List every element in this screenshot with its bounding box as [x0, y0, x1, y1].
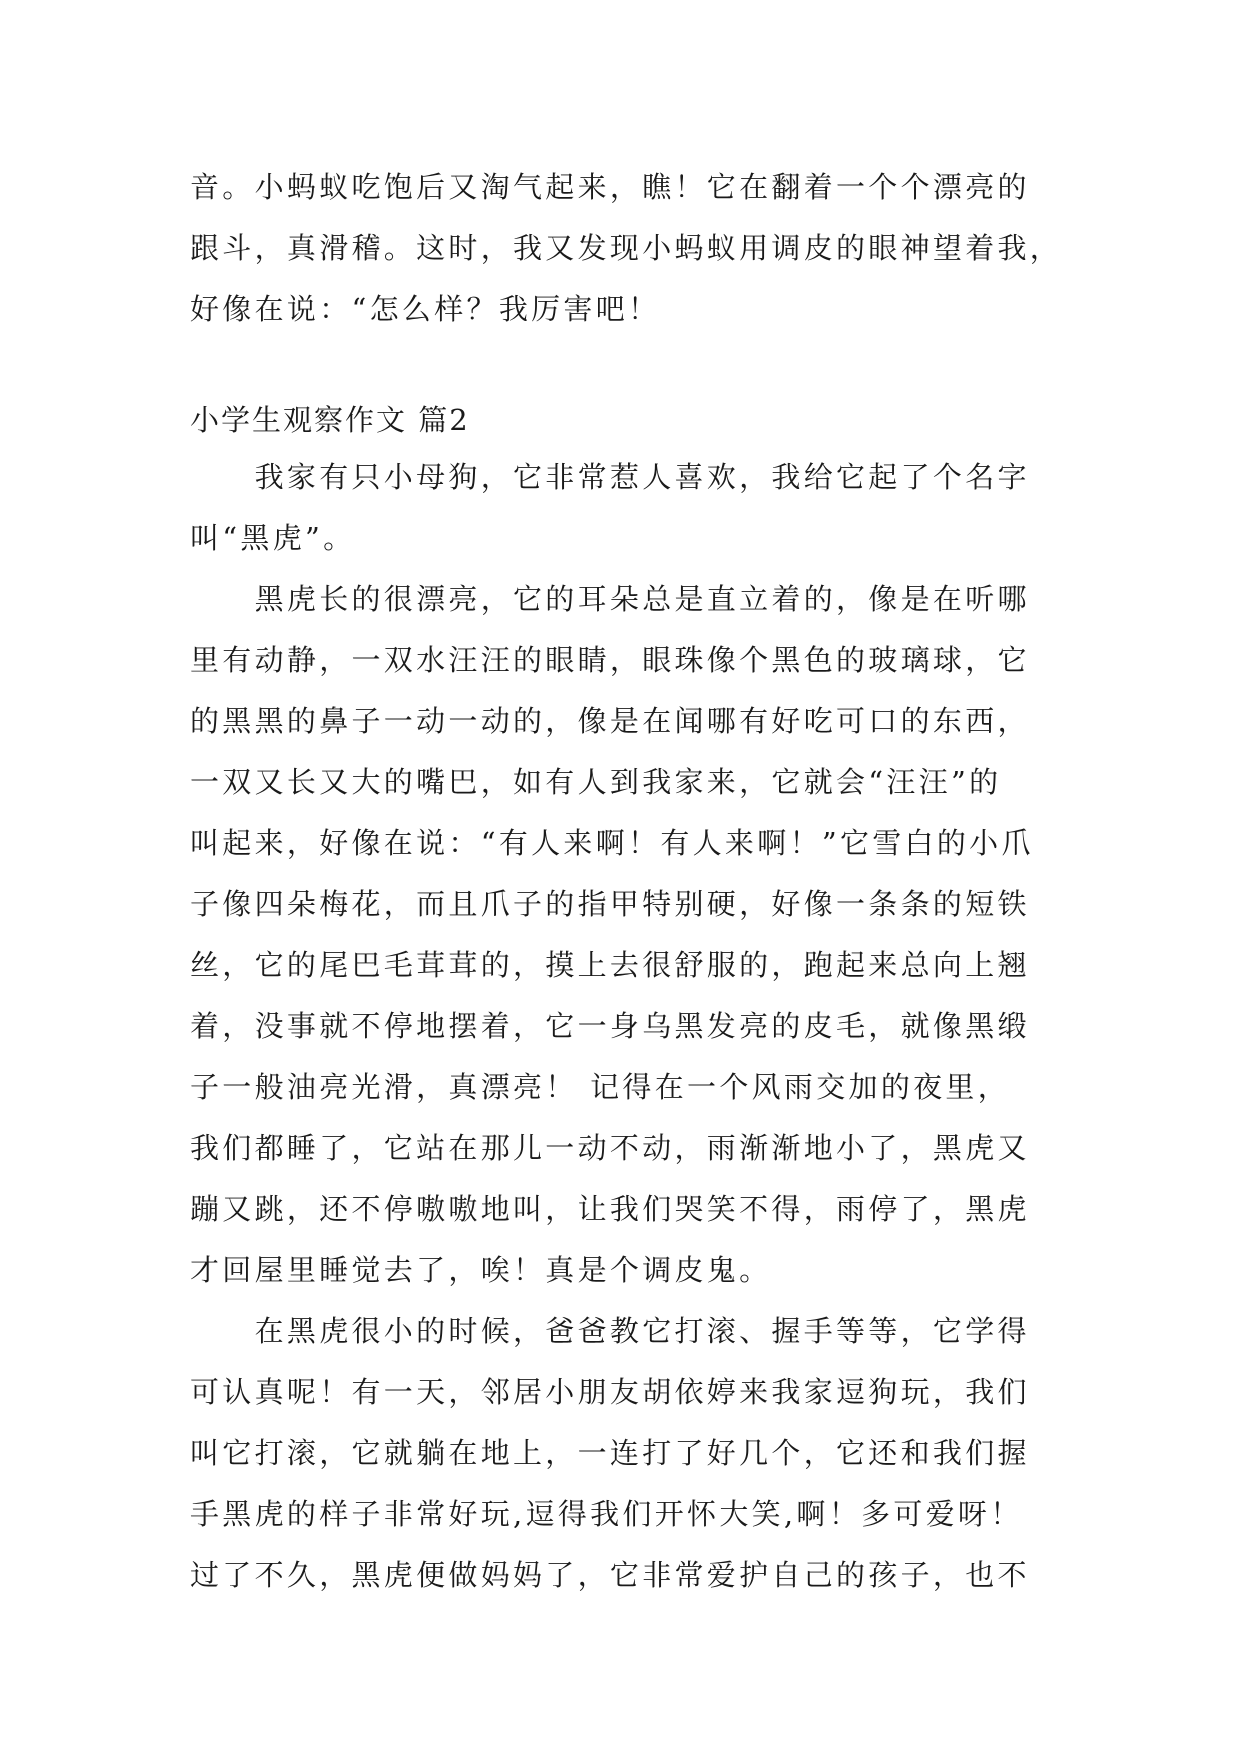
text-line: 音。小蚂蚁吃饱后又淘气起来，瞧！它在翻着一个个漂亮的 [190, 170, 1030, 204]
text-line: 子像四朵梅花，而且爪子的指甲特别硬，好像一条条的短铁 [190, 887, 1030, 921]
text-line: 可认真呢！有一天，邻居小朋友胡依婷来我家逗狗玩，我们 [190, 1375, 1030, 1409]
text-line: 在黑虎很小的时候，爸爸教它打滚、握手等等，它学得 [190, 1314, 1030, 1348]
text-line: 叫它打滚，它就躺在地上，一连打了好几个，它还和我们握 [190, 1436, 1030, 1470]
text-line: 子一般油亮光滑，真漂亮！ 记得在一个风雨交加的夜里， [190, 1070, 1011, 1104]
section-heading: 小学生观察作文 篇2 [190, 403, 470, 437]
text-line: 跟斗，真滑稽。这时，我又发现小蚂蚁用调皮的眼神望着我， [190, 231, 1063, 265]
text-line: 手黑虎的样子非常好玩,逗得我们开怀大笑,啊！多可爱呀！ [190, 1497, 1023, 1531]
text-line: 叫“黑虎”。 [190, 521, 356, 555]
text-line: 一双又长又大的嘴巴，如有人到我家来，它就会“汪汪”的 [190, 765, 1002, 799]
text-line: 才回屋里睡觉去了，唉！真是个调皮鬼。 [190, 1253, 772, 1287]
text-line: 过了不久，黑虎便做妈妈了，它非常爱护自己的孩子，也不 [190, 1558, 1030, 1592]
text-line: 好像在说：“怎么样？我厉害吧！ [190, 292, 661, 326]
text-line: 我家有只小母狗，它非常惹人喜欢，我给它起了个名字 [190, 460, 1030, 494]
text-line: 丝，它的尾巴毛茸茸的，摸上去很舒服的，跑起来总向上翘 [190, 948, 1030, 982]
text-line: 着，没事就不停地摆着，它一身乌黑发亮的皮毛，就像黑缎 [190, 1009, 1030, 1043]
text-line: 叫起来，好像在说：“有人来啊！有人来啊！”它雪白的小爪 [190, 826, 1034, 860]
text-line: 里有动静，一双水汪汪的眼睛，眼珠像个黑色的玻璃球，它 [190, 643, 1030, 677]
text-line: 黑虎长的很漂亮，它的耳朵总是直立着的，像是在听哪 [190, 582, 1030, 616]
text-line: 蹦又跳，还不停嗷嗷地叫，让我们哭笑不得，雨停了，黑虎 [190, 1192, 1030, 1226]
text-line: 我们都睡了，它站在那儿一动不动，雨渐渐地小了，黑虎又 [190, 1131, 1030, 1165]
text-line: 的黑黑的鼻子一动一动的，像是在闻哪有好吃可口的东西， [190, 704, 1030, 738]
